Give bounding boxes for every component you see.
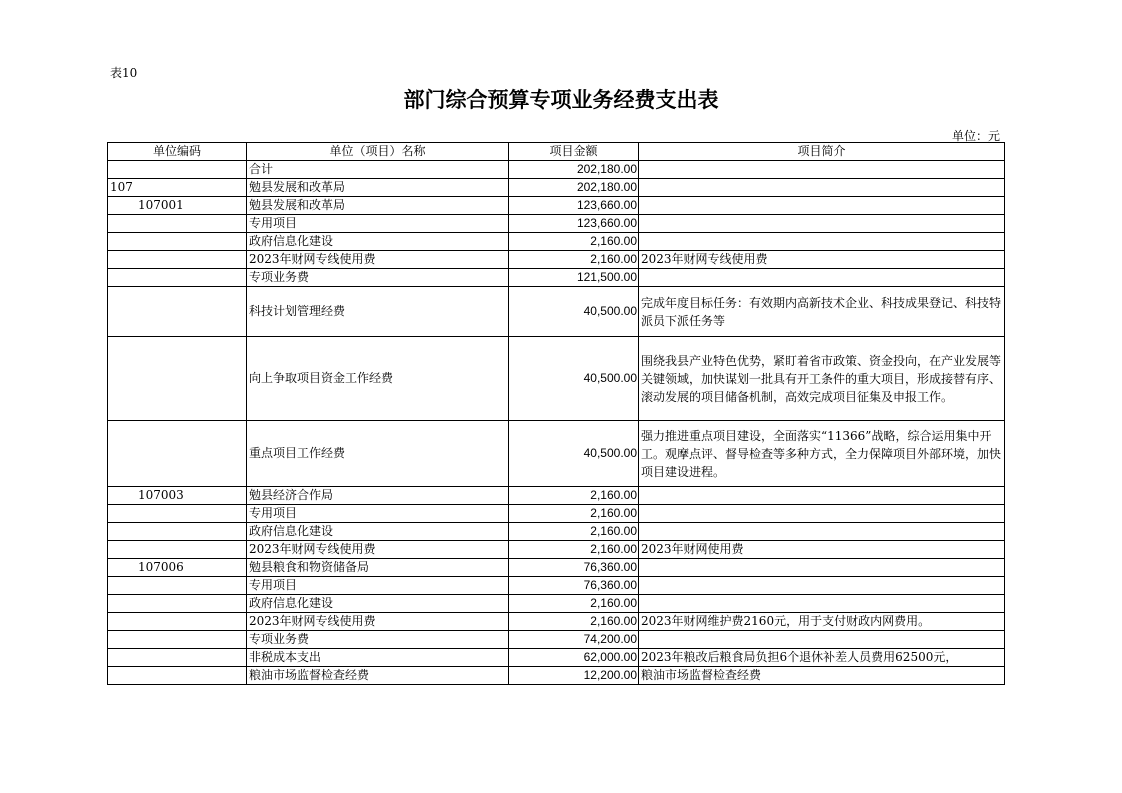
amount-cell: 76,360.00 xyxy=(509,577,639,595)
table-row xyxy=(108,649,1005,667)
unit-code-cell: 107 xyxy=(108,179,247,197)
amount-cell: 40,500.00 xyxy=(509,337,639,421)
column-header-name: 单位（项目）名称 xyxy=(247,143,509,161)
unit-code-cell xyxy=(108,541,247,559)
unit-code-cell xyxy=(108,577,247,595)
table-row xyxy=(108,487,1005,505)
amount-cell: 121,500.00 xyxy=(509,269,639,287)
amount-cell: 12,200.00 xyxy=(509,667,639,685)
description-cell xyxy=(639,233,1005,251)
item-name-cell: 政府信息化建设 xyxy=(247,233,509,251)
amount-cell: 2,160.00 xyxy=(509,233,639,251)
unit-code-cell xyxy=(108,523,247,541)
table-row xyxy=(108,613,1005,631)
table-row xyxy=(108,197,1005,215)
amount-cell: 202,180.00 xyxy=(509,179,639,197)
item-name-cell: 专用项目 xyxy=(247,215,509,233)
description-cell: 2023年财网专线使用费 xyxy=(639,251,1005,269)
unit-label: 单位：元 xyxy=(951,129,1000,143)
amount-cell: 2,160.00 xyxy=(509,523,639,541)
unit-code-cell xyxy=(108,287,247,337)
table-number: 表10 xyxy=(110,66,138,80)
table-row xyxy=(108,161,1005,179)
table-row xyxy=(108,233,1005,251)
amount-cell: 2,160.00 xyxy=(509,251,639,269)
description-cell xyxy=(639,161,1005,179)
table-row xyxy=(108,559,1005,577)
description-cell xyxy=(639,269,1005,287)
unit-code-cell xyxy=(108,595,247,613)
budget-table xyxy=(107,142,1005,685)
description-cell xyxy=(639,523,1005,541)
table-row xyxy=(108,595,1005,613)
table-row xyxy=(108,541,1005,559)
description-cell: 围绕我县产业特色优势，紧盯着省市政策、资金投向，在产业发展等关键领域，加快谋划一批具有开工条件的重大项目，形成接替有序、滚动发展的项目储备机制，高效完成项目征集及申报工作。 xyxy=(639,337,1005,421)
item-name-cell: 非税成本支出 xyxy=(247,649,509,667)
description-cell: 强力推进重点项目建设，全面落实“11366”战略，综合运用集中开工。观摩点评、督导检查等多种方式，全力保障项目外部环境，加快项目建设进程。 xyxy=(639,421,1005,487)
item-name-cell: 向上争取项目资金工作经费 xyxy=(247,337,509,421)
unit-code-cell: 107003 xyxy=(108,487,247,505)
item-name-cell: 重点项目工作经费 xyxy=(247,421,509,487)
unit-code-cell xyxy=(108,421,247,487)
amount-cell: 76,360.00 xyxy=(509,559,639,577)
item-name-cell: 2023年财网专线使用费 xyxy=(247,541,509,559)
item-name-cell: 勉县发展和改革局 xyxy=(247,179,509,197)
description-cell: 2023年财网使用费 xyxy=(639,541,1005,559)
unit-code-cell xyxy=(108,161,247,179)
item-name-cell: 勉县发展和改革局 xyxy=(247,197,509,215)
item-name-cell: 专项业务费 xyxy=(247,269,509,287)
description-cell xyxy=(639,631,1005,649)
unit-code-cell xyxy=(108,613,247,631)
page-title: 部门综合预算专项业务经费支出表 xyxy=(403,88,719,112)
item-name-cell: 专项业务费 xyxy=(247,631,509,649)
description-cell xyxy=(639,179,1005,197)
unit-code-cell xyxy=(108,631,247,649)
unit-code-cell xyxy=(108,269,247,287)
description-cell: 完成年度目标任务：有效期内高新技术企业、科技成果登记、科技特派员下派任务等 xyxy=(639,287,1005,337)
amount-cell: 74,200.00 xyxy=(509,631,639,649)
table-row xyxy=(108,337,1005,421)
amount-cell: 123,660.00 xyxy=(509,215,639,233)
item-name-cell: 专用项目 xyxy=(247,577,509,595)
description-cell: 2023年财网维护费2160元，用于支付财政内网费用。 xyxy=(639,613,1005,631)
amount-cell: 40,500.00 xyxy=(509,287,639,337)
description-cell: 粮油市场监督检查经费 xyxy=(639,667,1005,685)
description-cell xyxy=(639,505,1005,523)
table-row xyxy=(108,421,1005,487)
item-name-cell: 勉县经济合作局 xyxy=(247,487,509,505)
item-name-cell: 合计 xyxy=(247,161,509,179)
table-row xyxy=(108,505,1005,523)
amount-cell: 202,180.00 xyxy=(509,161,639,179)
description-cell xyxy=(639,577,1005,595)
item-name-cell: 勉县粮食和物资储备局 xyxy=(247,559,509,577)
description-cell xyxy=(639,197,1005,215)
table-row xyxy=(108,667,1005,685)
description-cell xyxy=(639,595,1005,613)
item-name-cell: 专用项目 xyxy=(247,505,509,523)
unit-code-cell xyxy=(108,251,247,269)
column-header-description: 项目简介 xyxy=(639,143,1005,161)
unit-code-cell xyxy=(108,233,247,251)
table-row xyxy=(108,631,1005,649)
amount-cell: 2,160.00 xyxy=(509,541,639,559)
description-cell: 2023年粮改后粮食局负担6个退休补差人员费用62500元， xyxy=(639,649,1005,667)
item-name-cell: 2023年财网专线使用费 xyxy=(247,251,509,269)
amount-cell: 2,160.00 xyxy=(509,613,639,631)
unit-code-cell xyxy=(108,215,247,233)
description-cell xyxy=(639,487,1005,505)
description-cell xyxy=(639,215,1005,233)
unit-code-cell: 107006 xyxy=(108,559,247,577)
table-row xyxy=(108,179,1005,197)
unit-code-cell xyxy=(108,505,247,523)
table-header-row xyxy=(108,143,1005,161)
table-row xyxy=(108,577,1005,595)
table-row xyxy=(108,287,1005,337)
column-header-code: 单位编码 xyxy=(108,143,247,161)
item-name-cell: 2023年财网专线使用费 xyxy=(247,613,509,631)
description-cell xyxy=(639,559,1005,577)
item-name-cell: 政府信息化建设 xyxy=(247,595,509,613)
amount-cell: 123,660.00 xyxy=(509,197,639,215)
table-row xyxy=(108,523,1005,541)
amount-cell: 40,500.00 xyxy=(509,421,639,487)
unit-code-cell xyxy=(108,337,247,421)
column-header-amount: 项目金额 xyxy=(509,143,639,161)
amount-cell: 2,160.00 xyxy=(509,487,639,505)
unit-code-cell xyxy=(108,667,247,685)
table-row xyxy=(108,215,1005,233)
unit-code-cell: 107001 xyxy=(108,197,247,215)
item-name-cell: 政府信息化建设 xyxy=(247,523,509,541)
amount-cell: 2,160.00 xyxy=(509,595,639,613)
amount-cell: 2,160.00 xyxy=(509,505,639,523)
table-row xyxy=(108,251,1005,269)
unit-code-cell xyxy=(108,649,247,667)
item-name-cell: 科技计划管理经费 xyxy=(247,287,509,337)
item-name-cell: 粮油市场监督检查经费 xyxy=(247,667,509,685)
amount-cell: 62,000.00 xyxy=(509,649,639,667)
table-row xyxy=(108,269,1005,287)
